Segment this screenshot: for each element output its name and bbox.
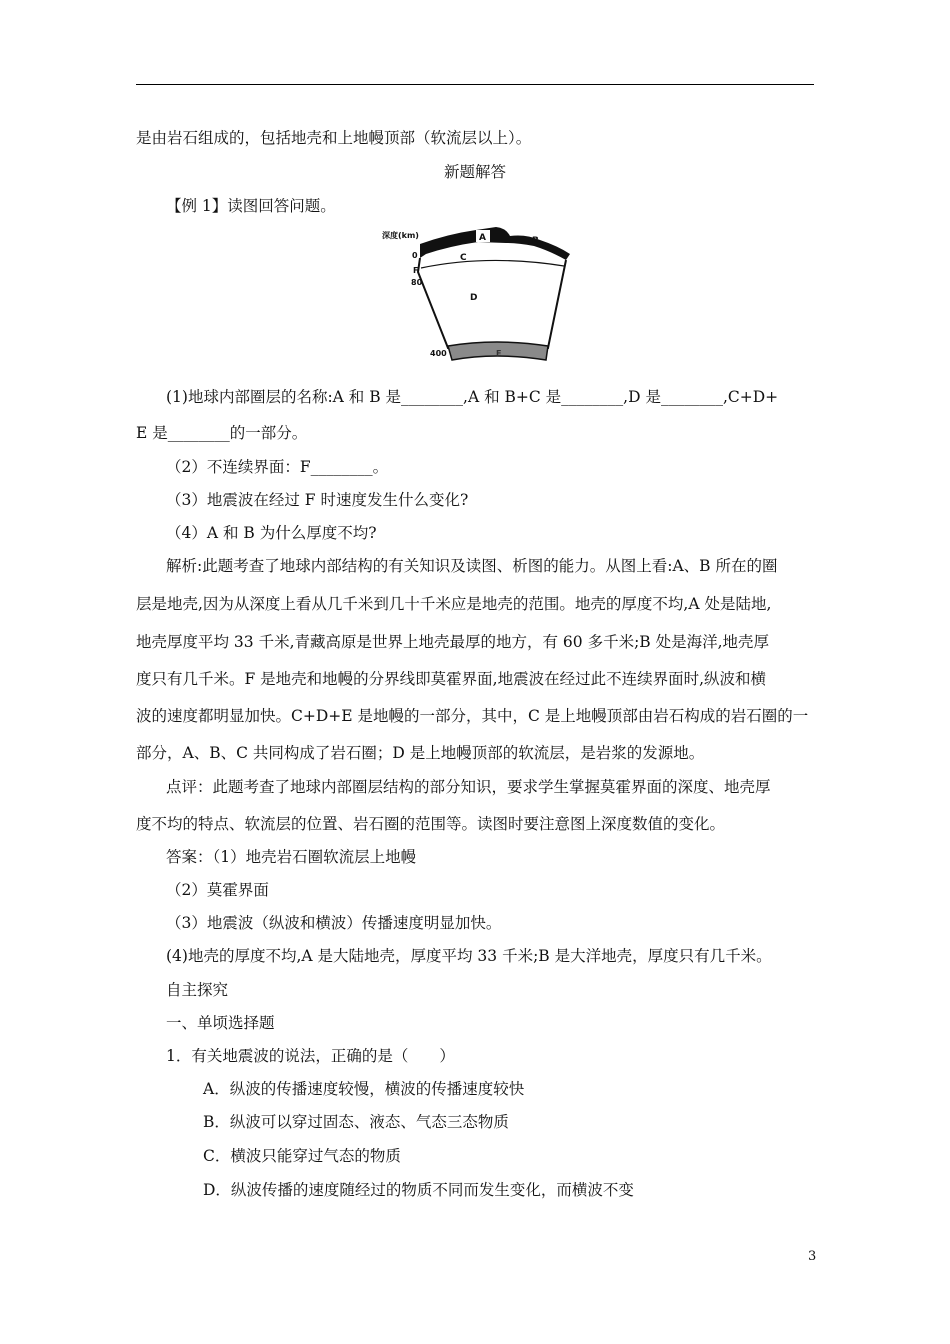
answer-line-2: （2）莫霍界面 (166, 881, 269, 899)
header-rule (136, 84, 814, 85)
depth-axis-label: 深度(km) (382, 231, 419, 240)
layer-label-a: A (479, 233, 486, 243)
analysis-line-5: 波的速度都明显加快。C+D+E 是地幔的一部分，其中，C 是上地幔顶部由岩石构成的岩石圈的一 (136, 707, 809, 725)
example-heading: 【例 1】读图回答问题。 (166, 197, 336, 215)
question-3: （3）地震波在经过 F 时速度发生什么变化? (166, 491, 469, 509)
analysis-line-4: 度只有几千米。F 是地壳和地幔的分界线即莫霍界面,地震波在经过此不连续界面时,纵波和横 (136, 670, 767, 688)
mc-option-b: B．纵波可以穿过固态、液态、气态三态物质 (203, 1113, 509, 1131)
layer-label-c: C (460, 253, 467, 263)
layer-label-b: B (532, 236, 539, 246)
earth-layers-figure (378, 218, 580, 368)
question-4: （4）A 和 B 为什么厚度不均? (166, 524, 377, 542)
layer-label-e: E (496, 349, 502, 358)
mc-option-a: A．纵波的传播速度较慢，横波的传播速度较快 (203, 1080, 525, 1098)
layer-label-d: D (470, 293, 478, 303)
depth-tick-0: 0 (412, 251, 418, 260)
intro-line: 是由岩石组成的，包括地壳和上地幔顶部（软流层以上）。 (136, 129, 532, 147)
analysis-line-3: 地壳厚度平均 33 千米,青藏高原是世界上地壳最厚的地方，有 60 多千米;B 处是海洋,地壳厚 (136, 633, 770, 651)
section-title: 新题解答 (443, 163, 506, 181)
layer-label-f: F (413, 266, 419, 275)
mc-option-d: D．纵波传播的速度随经过的物质不同而发生变化，而横波不变 (203, 1181, 634, 1199)
question-1-line-1: (1)地球内部圈层的名称:A 和 B 是________,A 和 B+C 是________,D 是________,C+D+ (166, 388, 779, 406)
page-number: 3 (808, 1249, 817, 1264)
self-study-title: 自主探究 (166, 981, 229, 999)
question-1-line-2: E 是________的一部分。 (136, 424, 308, 442)
comment-line-2: 度不均的特点、软流层的位置、岩石圈的范围等。读图时要注意图上深度数值的变化。 (136, 815, 726, 833)
mc-question-1: 1．有关地震波的说法，正确的是（ ） (166, 1047, 455, 1065)
answer-line-3: （3）地震波（纵波和横波）传播速度明显加快。 (166, 914, 502, 932)
analysis-line-1: 解析:此题考查了地球内部结构的有关知识及读图、析图的能力。从图上看:A、B 所在的圈 (166, 557, 778, 575)
choice-section-title: 一、单顷选择题 (166, 1014, 275, 1032)
analysis-line-6: 部分，A、B、C 共同构成了岩石圈；D 是上地幔顶部的软流层，是岩浆的发源地。 (136, 744, 705, 762)
answer-line-4: (4)地壳的厚度不均,A 是大陆地壳，厚度平均 33 千米;B 是大洋地壳，厚度只有几千米。 (166, 947, 772, 965)
question-2: （2）不连续界面：F________。 (166, 458, 389, 476)
depth-tick-80: 80 (411, 278, 423, 287)
comment-line-1: 点评：此题考查了地球内部圈层结构的部分知识，要求学生掌握莫霍界面的深度、地壳厚 (166, 778, 771, 796)
answer-line-1: 答案：（1）地壳岩石圈软流层上地幔 (166, 848, 417, 866)
mc-option-c: C．横波只能穿过气态的物质 (203, 1147, 401, 1165)
analysis-line-2: 层是地壳,因为从深度上看从几千米到几十千米应是地壳的范围。地壳的厚度不均,A 处是陆地, (136, 595, 772, 613)
depth-tick-400: 400 (430, 349, 447, 358)
